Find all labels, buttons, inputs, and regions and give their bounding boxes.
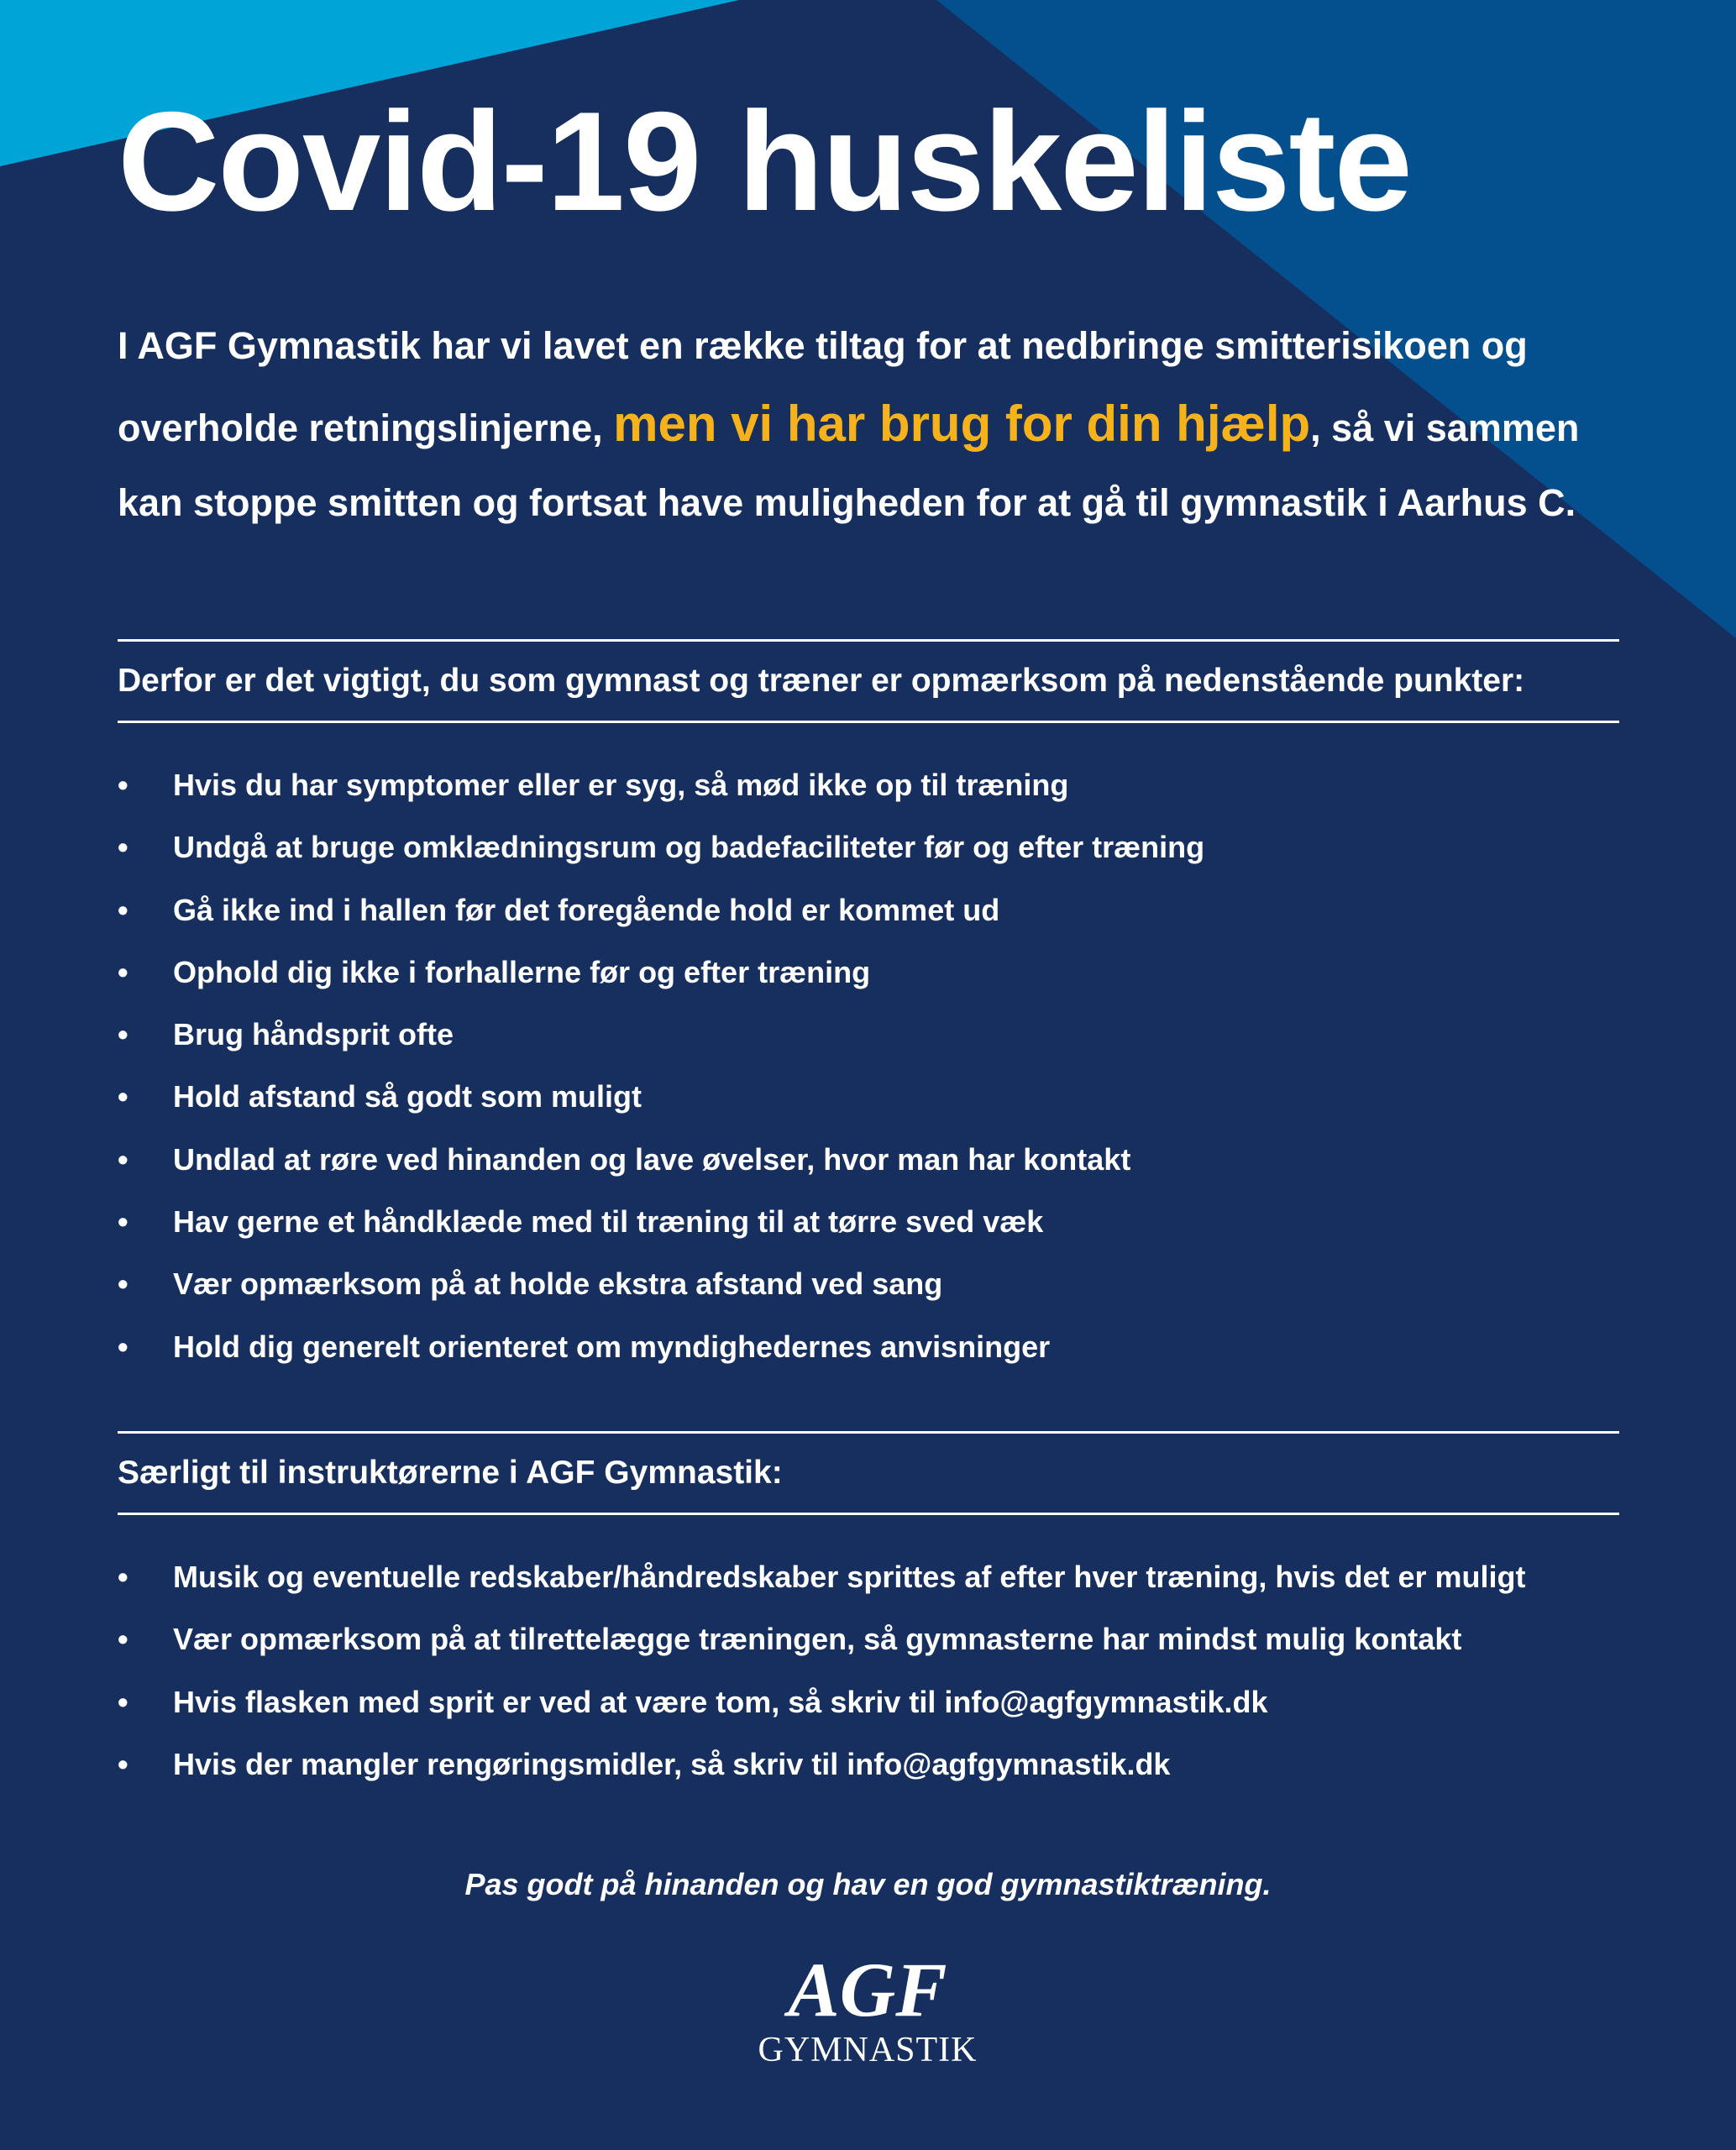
intro-paragraph — [118, 312, 1613, 537]
list-item: • Ophold dig ikke i forhallerne før og efter træning — [118, 954, 1204, 1016]
section2-list — [118, 1559, 1525, 1808]
list-item: • Undlad at røre ved hinanden og lave øvelser, hvor man har kontakt — [118, 1141, 1204, 1203]
agf-logo-letters: AGF — [788, 1950, 947, 2030]
list-item: • Brug håndsprit ofte — [118, 1016, 1204, 1078]
list-item: • Gå ikke ind i hallen før det foregående hold er kommet ud — [118, 892, 1204, 954]
list-item: • Hvis flasken med sprit er ved at være tom, så skriv til info@agfgymnastik.dk — [118, 1684, 1525, 1746]
logo-name: GYMNASTIK — [758, 2031, 978, 2069]
divider-bottom-1 — [118, 721, 1619, 723]
intro-highlight: men vi har brug for din hjælp — [613, 396, 1311, 453]
section1-heading: Derfor er det vigtigt, du som gymnast og træner er opmærksom på nedenstående punkter: — [118, 663, 1525, 699]
list-item: • Hav gerne et håndklæde med til træning til at tørre sved væk — [118, 1203, 1204, 1266]
intro-text-end: , så vi sammen kan stoppe smitten og fortsat have muligheden for at gå til gymnastik i Aarhus C. — [118, 406, 1580, 524]
intro-text-start: I AGF Gymnastik har vi lavet en række tiltag for at nedbringe smitterisikoen og overholde retningslinjerne, — [118, 324, 1528, 450]
list-item: • Vær opmærksom på at holde ekstra afstand ved sang — [118, 1266, 1204, 1328]
list-item: • Musik og eventuelle redskaber/håndredskaber sprittes af efter hver træning, hvis det er muligt — [118, 1559, 1525, 1621]
list-item: • Hvis du har symptomer eller er syg, så mød ikke op til træning — [118, 767, 1204, 829]
divider-top-1 — [118, 639, 1619, 642]
list-item: • Undgå at bruge omklædningsrum og badefaciliteter før og efter træning — [118, 829, 1204, 891]
list-item: • Hold dig generelt orienteret om myndighedernes anvisninger — [118, 1329, 1204, 1391]
list-item: • Hold afstand så godt som muligt — [118, 1078, 1204, 1141]
closing-message: Pas godt på hinanden og hav en god gymnastiktræning. — [464, 1867, 1272, 1901]
divider-top-2 — [118, 1431, 1619, 1434]
list-item: • Vær opmærksom på at tilrettelægge træningen, så gymnasterne har mindst mulig kontakt — [118, 1621, 1525, 1683]
list-item: • Hvis der mangler rengøringsmidler, så skriv til info@agfgymnastik.dk — [118, 1746, 1525, 1808]
page-title: Covid-19 huskeliste — [118, 82, 1411, 240]
agf-logo-mark — [742, 1950, 994, 2030]
agf-gymnastik-logo — [742, 1950, 994, 2076]
divider-bottom-2 — [118, 1513, 1619, 1515]
section1-list — [118, 767, 1204, 1391]
section2-heading: Særligt til instruktørerne i AGF Gymnastik: — [118, 1455, 783, 1491]
